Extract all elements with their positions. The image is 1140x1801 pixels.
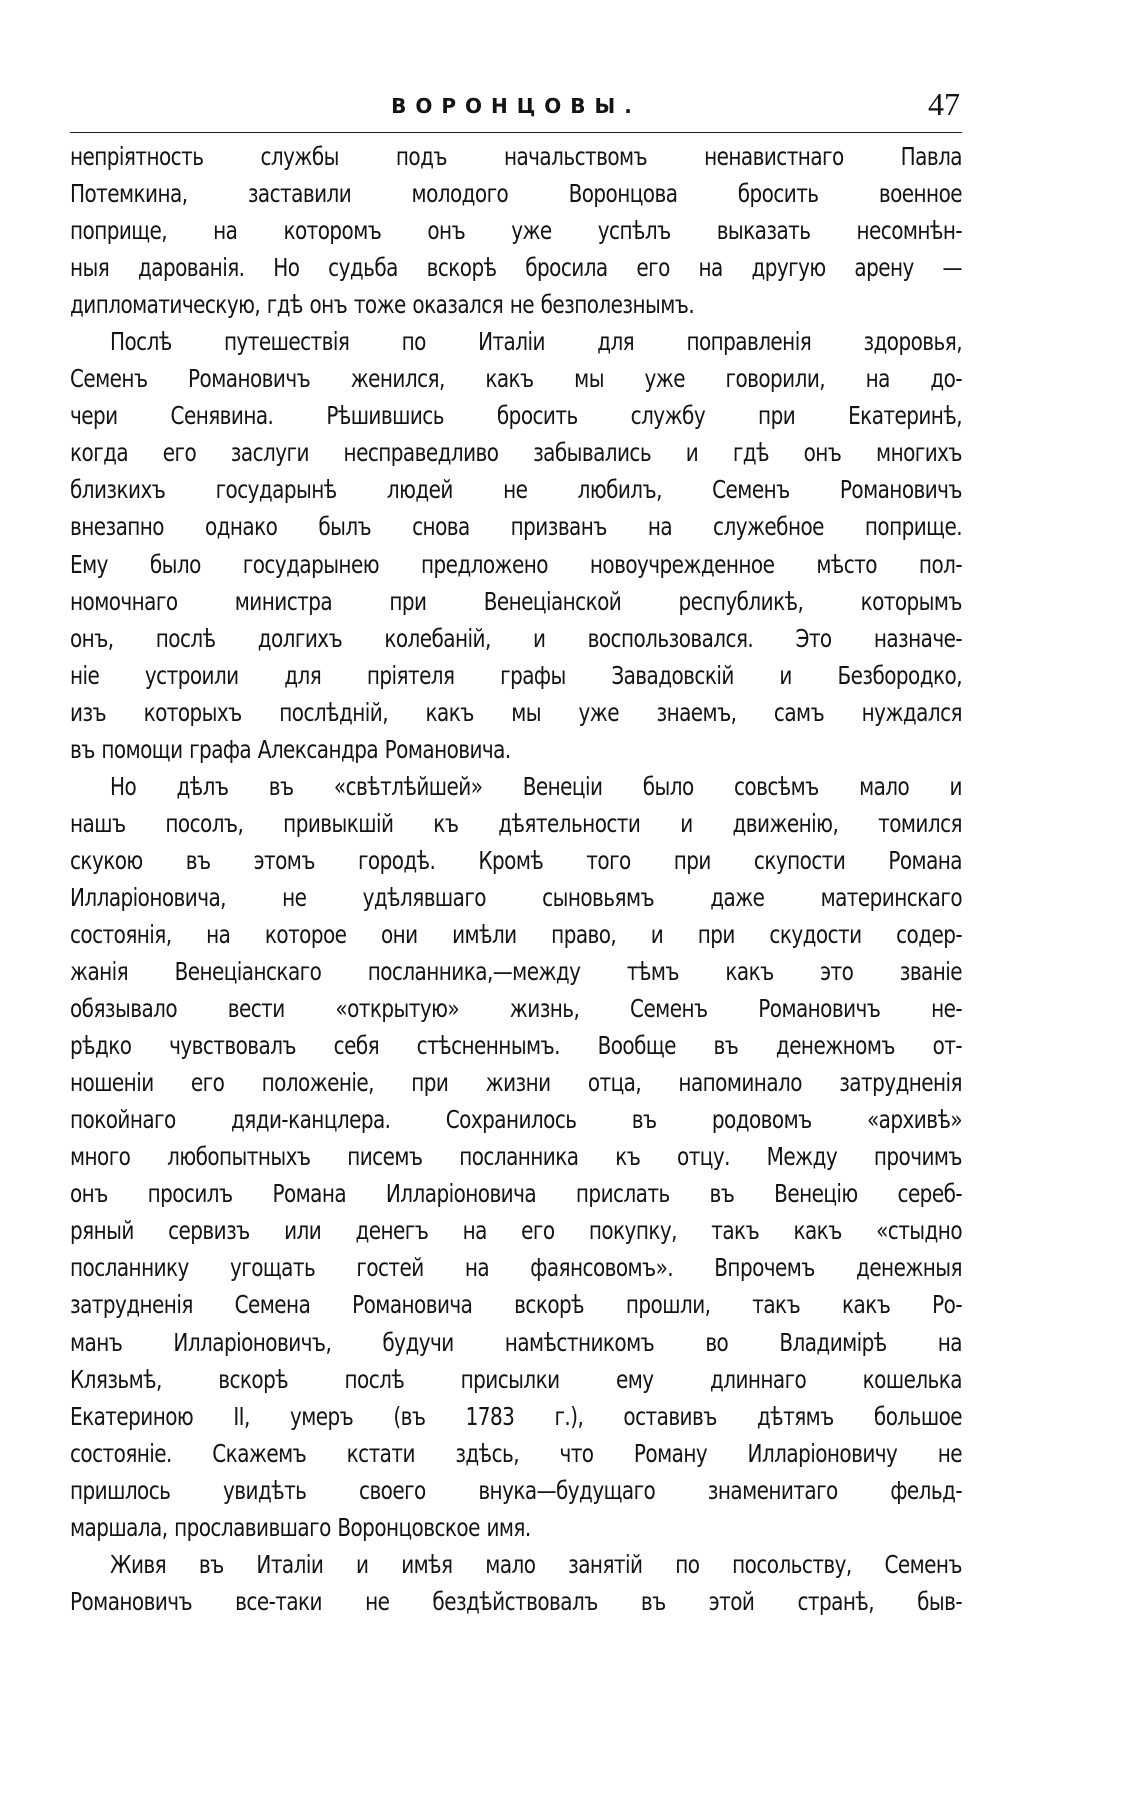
text-line: пришлось увидѣть своего внука—будущаго знаменитаго фельд- (70, 1475, 962, 1505)
text-line: въ помощи графа Александра Романовича. (70, 734, 511, 764)
text-line: нашъ посолъ, привыкшій къ дѣятельности и движенію, томился (70, 808, 962, 838)
text-line: когда его заслуги несправедливо забывались и гдѣ онъ многихъ (70, 438, 962, 468)
text-line: жанія Венеціанскаго посланника,—между тѣмъ какъ это званіе (70, 957, 962, 987)
text-line: Потемкина, заставили молодого Воронцова бросить военное (70, 179, 962, 209)
text-line: обязывало вести «открытую» жизнь, Семенъ Романовичъ не- (70, 994, 962, 1024)
text-line: маршала, прославившаго Воронцовское имя. (70, 1512, 531, 1542)
text-line: затрудненія Семена Романовича вскорѣ прошли, такъ какъ Ро- (70, 1290, 962, 1320)
page-number: 47 (928, 86, 960, 122)
text-line: состояніе. Скажемъ кстати здѣсь, что Роману Илларіоновичу не (70, 1438, 962, 1468)
text-line: поприще, на которомъ онъ уже успѣлъ выказать несомнѣн- (70, 216, 962, 246)
book-page (70, 80, 962, 1616)
text-line: рѣдко чувствовалъ себя стѣсненнымъ. Вообще въ денежномъ от- (70, 1031, 962, 1061)
text-line: изъ которыхъ послѣдній, какъ мы уже знаемъ, самъ нуждался (70, 697, 962, 727)
text-line: манъ Илларіоновичъ, будучи намѣстникомъ во Владимірѣ на (70, 1327, 962, 1357)
text-line: ношеніи его положеніе, при жизни отца, напоминало затрудненія (70, 1068, 962, 1098)
text-line: непріятность службы подъ начальствомъ ненавистнаго Павла (70, 142, 962, 171)
text-line: Илларіоновича, не удѣлявшаго сыновьямъ даже материнскаго (70, 882, 962, 912)
text-line: ныя дарованія. Но судьба вскорѣ бросила его на другую арену — (70, 253, 962, 283)
text-line: дипломатическую, гдѣ онъ тоже оказался не безполезнымъ. (70, 290, 695, 320)
text-line: скукою въ этомъ городѣ. Кромѣ того при скупости Романа (70, 845, 962, 875)
text-line: номочнаго министра при Венеціанской республикѣ, которымъ (70, 586, 962, 616)
text-line: Екатериною II, умеръ (въ 1783 г.), оставивъ дѣтямъ большое (70, 1401, 962, 1431)
text-line: внезапно однако былъ снова призванъ на служебное поприще. (70, 512, 962, 542)
text-line: много любопытныхъ писемъ посланника къ отцу. Между прочимъ (70, 1142, 962, 1172)
text-line: ніе устроили для пріятеля графы Завадовскій и Безбородко, (70, 660, 962, 690)
text-line: Клязьмѣ, вскорѣ послѣ присылки ему длиннаго кошелька (70, 1364, 962, 1394)
text-line: состоянія, на которое они имѣли право, и при скудости содер- (70, 919, 962, 949)
text-line: онъ, послѣ долгихъ колебаній, и воспользовался. Это назначе- (70, 623, 962, 653)
text-line: онъ просилъ Романа Илларіоновича прислать въ Венецію сереб- (70, 1179, 962, 1209)
paragraph-first-line: Послѣ путешествія по Италіи для поправленія здоровья, (110, 327, 962, 357)
text-line: чери Сенявина. Рѣшившись бросить службу при Екатеринѣ, (70, 401, 962, 431)
text-line: Семенъ Романовичъ женился, какъ мы уже говорили, на до- (70, 364, 962, 394)
paragraph-first-line: Живя въ Италіи и имѣя мало занятій по посольству, Семенъ (110, 1549, 962, 1579)
header-rule (70, 132, 962, 133)
text-line: посланнику угощать гостей на фаянсовомъ». Впрочемъ денежныя (70, 1253, 962, 1283)
body-text (70, 138, 962, 1620)
running-title: ВОРОНЦОВЫ. (391, 94, 641, 118)
paragraph-first-line: Но дѣлъ въ «свѣтлѣйшей» Венеціи было совсѣмъ мало и (110, 771, 962, 801)
text-line: близкихъ государынѣ людей не любилъ, Семенъ Романовичъ (70, 475, 962, 505)
text-line: ряный сервизъ или денегъ на его покупку, такъ какъ «стыдно (70, 1216, 962, 1246)
text-line: Ему было государынею предложено новоучрежденное мѣсто пол- (70, 549, 962, 579)
text-line: покойнаго дяди-канцлера. Сохранилось въ родовомъ «архивѣ» (70, 1105, 962, 1135)
text-line: Романовичъ все-таки не бездѣйствовалъ въ этой странѣ, быв- (70, 1586, 962, 1616)
running-head (70, 80, 962, 130)
